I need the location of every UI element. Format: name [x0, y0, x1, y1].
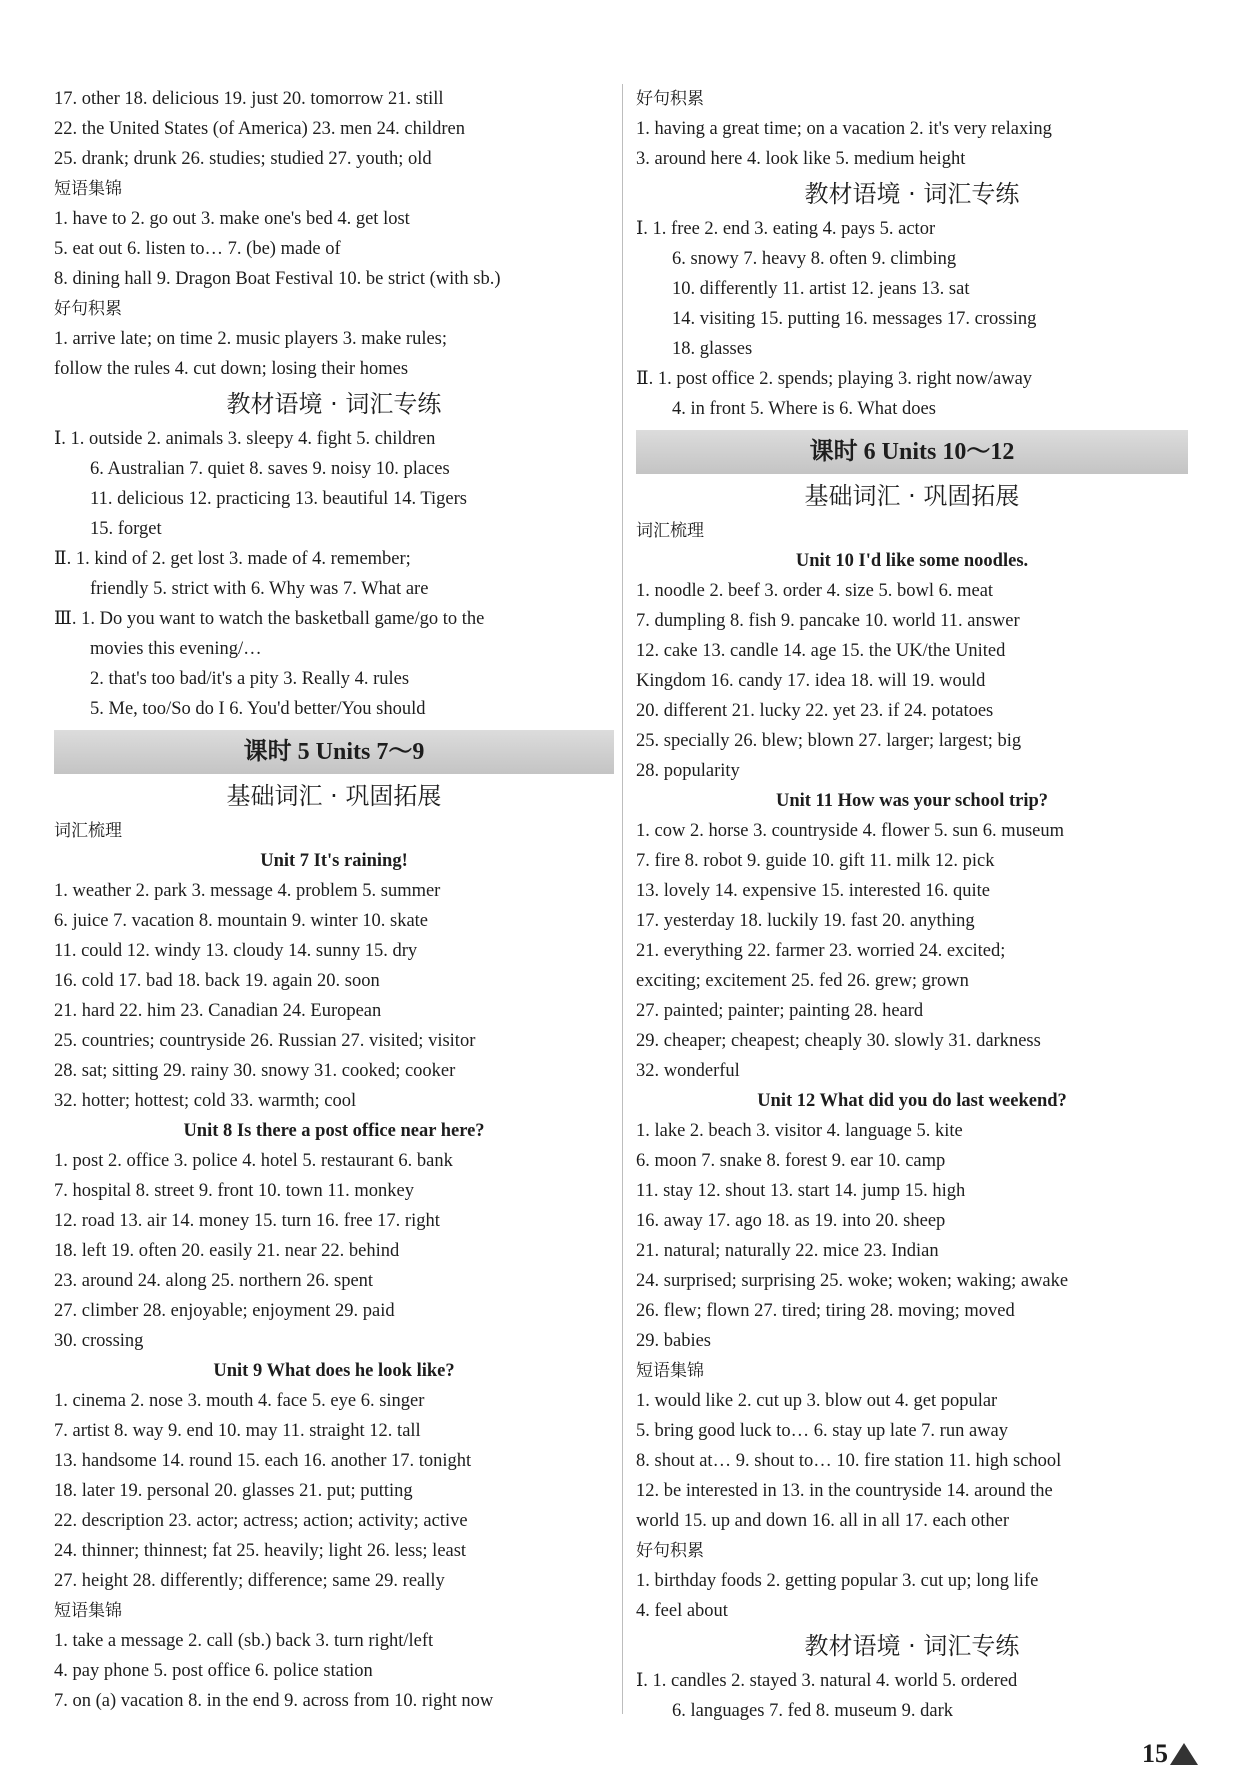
text-line: 1. cinema 2. nose 3. mouth 4. face 5. eye 6. singer	[54, 1391, 425, 1411]
text-line: 1. arrive late; on time 2. music players 3. make rules;	[54, 329, 448, 349]
text-line: 1. have to 2. go out 3. make one's bed 4. get lost	[54, 209, 410, 229]
text-line: 30. crossing	[54, 1331, 144, 1351]
text-line: 11. delicious 12. practicing 13. beautiful 14. Tigers	[90, 489, 467, 509]
text-line: 29. cheaper; cheapest; cheaply 30. slowly 31. darkness	[636, 1031, 1041, 1051]
text-line: 15. forget	[90, 519, 162, 539]
unit-8-title: Unit 8 Is there a post office near here?	[183, 1121, 485, 1141]
text-line: 28. popularity	[636, 761, 740, 781]
text-line: movies this evening/…	[90, 639, 262, 659]
text-line: 11. could 12. windy 13. cloudy 14. sunny 15. dry	[54, 941, 418, 961]
text-line: 16. away 17. ago 18. as 19. into 20. sheep	[636, 1211, 946, 1231]
text-line: exciting; excitement 25. fed 26. grew; grown	[636, 971, 969, 991]
text-line: 7. on (a) vacation 8. in the end 9. across from 10. right now	[54, 1691, 494, 1711]
text-line: 4. feel about	[636, 1601, 728, 1621]
text-line: friendly 5. strict with 6. Why was 7. What are	[90, 579, 429, 599]
mountain-icon	[1170, 1743, 1198, 1765]
text-line: 7. artist 8. way 9. end 10. may 11. straight 12. tall	[54, 1421, 421, 1441]
text-line: 18. later 19. personal 20. glasses 21. put; putting	[54, 1481, 413, 1501]
unit-9-title: Unit 9 What does he look like?	[213, 1361, 455, 1381]
text-line: Ⅱ. 1. kind of 2. get lost 3. made of 4. remember;	[54, 549, 411, 569]
text-line: 24. surprised; surprising 25. woke; woken; waking; awake	[636, 1271, 1069, 1291]
text-line: 1. cow 2. horse 3. countryside 4. flower 5. sun 6. museum	[636, 821, 1065, 841]
text-line: 18. left 19. often 20. easily 21. near 22. behind	[54, 1241, 400, 1261]
text-line: 1. would like 2. cut up 3. blow out 4. get popular	[636, 1391, 998, 1411]
text-line: 16. cold 17. bad 18. back 19. again 20. soon	[54, 971, 380, 991]
text-line: Ⅰ. 1. candles 2. stayed 3. natural 4. world 5. ordered	[636, 1671, 1018, 1691]
lesson-6-banner: 课时 6 Units 10～12	[636, 430, 1188, 474]
section-title: 基础词汇 · 巩固拓展	[804, 482, 1020, 510]
text-line: 18. glasses	[672, 339, 753, 359]
section-title: 教材语境 · 词汇专练	[804, 1632, 1020, 1660]
sentences-heading: 好句积累	[636, 89, 704, 109]
phrases-heading: 短语集锦	[636, 1361, 704, 1381]
text-line: 6. snowy 7. heavy 8. often 9. climbing	[672, 249, 957, 269]
text-line: 3. around here 4. look like 5. medium height	[636, 149, 966, 169]
text-line: Ⅲ. 1. Do you want to watch the basketball game/go to the	[54, 609, 485, 629]
text-line: 4. in front 5. Where is 6. What does	[672, 399, 936, 419]
text-line: 1. post 2. office 3. police 4. hotel 5. restaurant 6. bank	[54, 1151, 453, 1171]
text-line: 21. everything 22. farmer 23. worried 24. excited;	[636, 941, 1006, 961]
text-line: 27. climber 28. enjoyable; enjoyment 29. paid	[54, 1301, 395, 1321]
text-line: 1. lake 2. beach 3. visitor 4. language 5. kite	[636, 1121, 963, 1141]
text-line: 23. around 24. along 25. northern 26. spent	[54, 1271, 374, 1291]
page-number: 15	[1142, 1739, 1168, 1768]
text-line: 28. sat; sitting 29. rainy 30. snowy 31. cooked; cooker	[54, 1061, 456, 1081]
text-line: 7. hospital 8. street 9. front 10. town 11. monkey	[54, 1181, 415, 1201]
phrases-heading: 短语集锦	[54, 1601, 122, 1621]
text-line: Ⅰ. 1. free 2. end 3. eating 4. pays 5. actor	[636, 219, 936, 239]
text-line: 13. handsome 14. round 15. each 16. another 17. tonight	[54, 1451, 472, 1471]
text-line: 1. birthday foods 2. getting popular 3. cut up; long life	[636, 1571, 1039, 1591]
text-line: 2. that's too bad/it's a pity 3. Really 4. rules	[90, 669, 410, 689]
text-line: 32. hotter; hottest; cold 33. warmth; cool	[54, 1091, 357, 1111]
text-line: 12. be interested in 13. in the countryside 14. around the	[636, 1481, 1053, 1501]
text-line: 8. dining hall 9. Dragon Boat Festival 10. be strict (with sb.)	[54, 269, 501, 289]
vocab-heading: 词汇梳理	[54, 821, 122, 841]
text-line: 12. cake 13. candle 14. age 15. the UK/the United	[636, 641, 1006, 661]
unit-11-title: Unit 11 How was your school trip?	[775, 791, 1049, 811]
text-line: 10. differently 11. artist 12. jeans 13. sat	[672, 279, 970, 299]
section-title: 基础词汇 · 巩固拓展	[226, 782, 442, 810]
text-line: 22. the United States (of America) 23. men 24. children	[54, 119, 466, 139]
text-line: 25. countries; countryside 26. Russian 27. visited; visitor	[54, 1031, 476, 1051]
text-line: 21. hard 22. him 23. Canadian 24. European	[54, 1001, 382, 1021]
text-line: 8. shout at… 9. shout to… 10. fire station 11. high school	[636, 1451, 1062, 1471]
text-line: 14. visiting 15. putting 16. messages 17. crossing	[672, 309, 1037, 329]
unit-12-title: Unit 12 What did you do last weekend?	[757, 1091, 1067, 1111]
section-title: 教材语境 · 词汇专练	[804, 180, 1020, 208]
text-line: 12. road 13. air 14. money 15. turn 16. free 17. right	[54, 1211, 440, 1231]
unit-10-title: Unit 10 I'd like some noodles.	[795, 551, 1029, 571]
section-title: 教材语境 · 词汇专练	[226, 390, 442, 418]
text-line: 7. dumpling 8. fish 9. pancake 10. world 11. answer	[636, 611, 1020, 631]
text-line: 13. lovely 14. expensive 15. interested 16. quite	[636, 881, 990, 901]
text-line: 6. moon 7. snake 8. forest 9. ear 10. camp	[636, 1151, 946, 1171]
text-line: 1. having a great time; on a vacation 2. it's very relaxing	[636, 119, 1052, 139]
text-line: 6. languages 7. fed 8. museum 9. dark	[672, 1701, 954, 1721]
sentences-heading: 好句积累	[636, 1541, 704, 1561]
text-line: world 15. up and down 16. all in all 17. each other	[636, 1511, 1009, 1531]
text-line: 6. Australian 7. quiet 8. saves 9. noisy 10. places	[90, 459, 450, 479]
text-line: follow the rules 4. cut down; losing their homes	[54, 359, 409, 379]
right-column	[636, 84, 1188, 1726]
text-line: 6. juice 7. vacation 8. mountain 9. winter 10. skate	[54, 911, 429, 931]
text-line: 27. height 28. differently; difference; same 29. really	[54, 1571, 445, 1591]
text-line: 26. flew; flown 27. tired; tiring 28. moving; moved	[636, 1301, 1015, 1321]
text-line: 25. drank; drunk 26. studies; studied 27. youth; old	[54, 149, 432, 169]
left-column	[54, 84, 614, 1716]
text-line: 27. painted; painter; painting 28. heard	[636, 1001, 924, 1021]
text-line: 1. weather 2. park 3. message 4. problem 5. summer	[54, 881, 441, 901]
text-line: 25. specially 26. blew; blown 27. larger; largest; big	[636, 731, 1022, 751]
text-line: 21. natural; naturally 22. mice 23. Indian	[636, 1241, 939, 1261]
text-line: 4. pay phone 5. post office 6. police station	[54, 1661, 373, 1681]
text-line: 1. take a message 2. call (sb.) back 3. turn right/left	[54, 1631, 434, 1651]
text-line: 20. different 21. lucky 22. yet 23. if 24. potatoes	[636, 701, 994, 721]
text-line: 5. eat out 6. listen to… 7. (be) made of	[54, 239, 341, 259]
vocab-heading: 词汇梳理	[636, 521, 704, 541]
phrases-heading: 短语集锦	[54, 179, 122, 199]
text-line: 1. noodle 2. beef 3. order 4. size 5. bowl 6. meat	[636, 581, 994, 601]
text-line: 5. Me, too/So do I 6. You'd better/You should	[90, 699, 426, 719]
text-line: Ⅰ. 1. outside 2. animals 3. sleepy 4. fight 5. children	[54, 429, 436, 449]
text-line: 22. description 23. actor; actress; action; activity; active	[54, 1511, 468, 1531]
text-line: 7. fire 8. robot 9. guide 10. gift 11. milk 12. pick	[636, 851, 995, 871]
unit-7-title: Unit 7 It's raining!	[260, 851, 408, 871]
text-line: 11. stay 12. shout 13. start 14. jump 15. high	[636, 1181, 966, 1201]
text-line: 17. other 18. delicious 19. just 20. tomorrow 21. still	[54, 89, 444, 109]
text-line: 24. thinner; thinnest; fat 25. heavily; light 26. less; least	[54, 1541, 467, 1561]
text-line: 5. bring good luck to… 6. stay up late 7. run away	[636, 1421, 1008, 1441]
text-line: Ⅱ. 1. post office 2. spends; playing 3. right now/away	[636, 369, 1033, 389]
text-line: 17. yesterday 18. luckily 19. fast 20. anything	[636, 911, 975, 931]
vocab-list-continued	[54, 84, 614, 174]
text-line: Kingdom 16. candy 17. idea 18. will 19. would	[636, 671, 986, 691]
column-divider	[622, 84, 623, 1714]
lesson-5-banner: 课时 5 Units 7～9	[54, 730, 614, 774]
text-line: 29. babies	[636, 1331, 712, 1351]
text-line: 32. wonderful	[636, 1061, 740, 1081]
sentences-heading: 好句积累	[54, 299, 122, 319]
